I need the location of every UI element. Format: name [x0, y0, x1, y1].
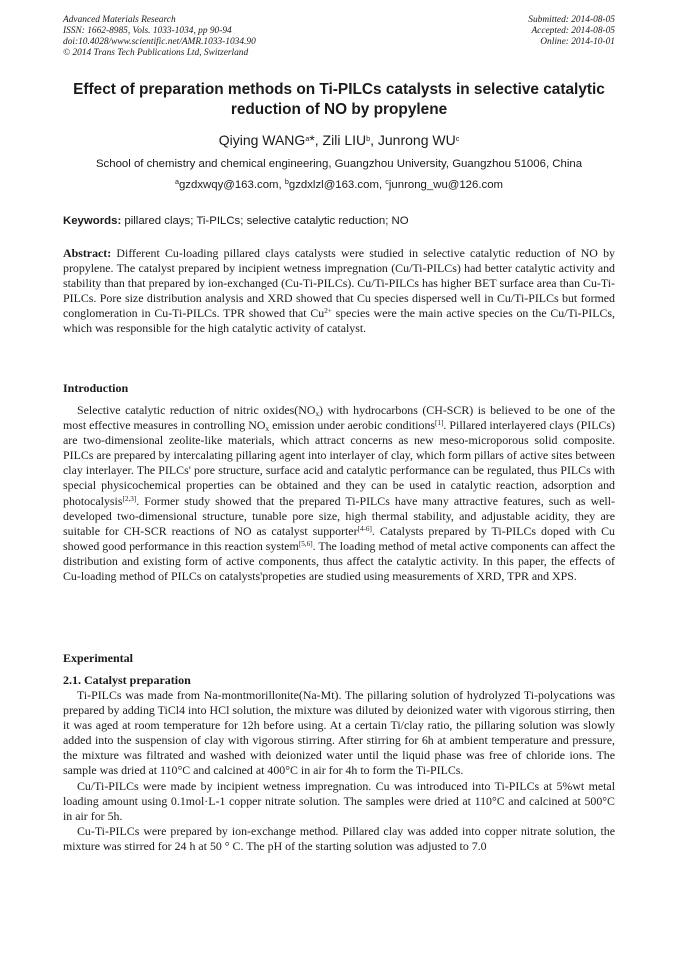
keywords: [63, 214, 409, 229]
citation[interactable]: [2,3]: [122, 494, 137, 503]
paper-title: Effect of preparation methods on Ti-PILCs catalysts in selective catalytic reduction of NO by propylene: [73, 81, 605, 118]
email-address[interactable]: junrong_wu@126.com: [388, 179, 504, 191]
author-affil-mark: c: [455, 134, 460, 143]
abstract: [63, 246, 615, 337]
abstract-superscript: 2+: [324, 307, 332, 316]
intro-text: ) with hydrocarbons (CH-SCR) is believed to be one of the most effective measures in controlling NO: [63, 403, 615, 433]
submitted-date: Submitted: 2014-08-05: [528, 15, 615, 25]
keywords-text: pillared clays; Ti-PILCs; selective catalytic reduction; NO: [124, 215, 409, 227]
author-list: Qiying WANG$^a$*, Zili LIU$^b$, Junrong $WU^c$: [218, 132, 460, 148]
introduction-heading: Introduction: [63, 381, 129, 395]
email-address[interactable]: gzdxlzl@163.com: [288, 179, 379, 191]
author-affil-mark: b: [366, 134, 371, 143]
email-address[interactable]: gzdxwqy@163.com: [178, 179, 279, 191]
author-name: Qiying WANG: [218, 132, 306, 148]
email-mark: a: [174, 177, 179, 186]
submission-dates: [528, 15, 615, 48]
intro-text: Selective catalytic reduction of nitric oxides(NO: [77, 403, 316, 417]
experimental-body: [63, 688, 615, 854]
affiliation: School of chemistry and chemical engineering, Guangzhou University, Guangzhou 51006, China: [95, 158, 583, 170]
intro-text: . Former study showed that the prepared Ti-PILCs have many attractive features, such as well-developed two-dimensional structure, tunable pore size, high thermal stability, and adjustable acidity, they are suitable for CH-SCR reactions of NO as catalyst supporter: [63, 493, 615, 538]
abstract-label: Abstract:: [63, 246, 112, 260]
intro-subscript: x: [265, 425, 270, 434]
keywords-label: Keywords:: [63, 215, 122, 227]
journal-doi[interactable]: doi:10.4028/www.scientific.net/AMR.1033-1034.90: [63, 37, 256, 48]
email-list: $^a$gzdxwqy@163.com, $^b$gzdxlzl@163.com, $^c$junrong_wu@126.com: [174, 177, 504, 191]
journal-name: Advanced Materials Research: [63, 15, 176, 25]
online-date: Online: 2014-10-01: [540, 37, 615, 48]
intro-text: emission under aerobic conditions: [269, 418, 436, 433]
corresponding-mark: *: [309, 132, 315, 148]
author-name: Junrong WU: [377, 132, 456, 148]
citation[interactable]: [4-6]: [357, 524, 372, 533]
author-name: Zili LIU: [322, 132, 367, 148]
email-mark: b: [284, 177, 289, 186]
intro-text: . Catalysts prepared by Ti-PILCs doped with Cu showed good performance in this reaction system: [63, 523, 615, 553]
copyright-line: © 2014 Trans Tech Publications Ltd, Switzerland: [63, 48, 249, 59]
accepted-date: Accepted: 2014-08-05: [531, 26, 615, 37]
intro-subscript: x: [315, 410, 320, 418]
intro-text: . Pillared interlayered clays (PILCs) are two-dimensional zeolite-like materials, which attract concerns as new meso-microporous solid composite. PILCs are prepared by intercalating pillaring agent into interlayer of clay, which form pillars of active sites between clay interlayer. The PILCs' pore structure, surface acid and catalytic performance can be regulated, thus PILCs with special physicochemical properties can be obtained and they can be used in catalytic reaction, adsorption and photocalysis: [63, 418, 615, 508]
journal-info: [63, 15, 256, 59]
paragraph: Ti-PILCs was made from Na-montmorillonite(Na-Mt). The pillaring solution of hydrolyzed Ti-polycations was prepared by adding TiCl4 into HCl solution, the mixture was diluted by deionized water with vigorous stirring, then it was aged at room temperature for 12h before using. At a certain Ti/clay ratio, the pillaring solution was slowly added into the suspension of clay with vigorous stirring. After stirring for 6h at ambient temperature and pressure, the mixture was filtrated and washed with deionized water until the liquid phase was free of chloride ions. The sample was dried at 110°C and calcined at 400°C in air for 4h to form the Ti-PILCs.: [63, 688, 615, 778]
catalyst-preparation-heading: 2.1. Catalyst preparation: [63, 673, 191, 687]
intro-text: . The loading method of metal active components can affect the distribution and existing form of active components, thus affect the catalytic activity. In this paper, the effects of Cu-loading method of PILCs on catalysts'propeties are studied using measurements of XRD, TPR and XPS.: [63, 538, 615, 584]
author-affil-mark: a: [305, 134, 310, 143]
abstract-text: Different Cu-loading pillared clays catalysts were studied in selective catalytic reduction of NO by propylene. The catalyst prepared by incipient wetness impregnation (Cu/Ti-PILCs) had better catalytic activity and stability than that prepared by ion-exchanged (Cu-Ti-PILCs). Cu/Ti-PILCs has higher BET surface area than Cu-Ti-PILCs. Pore size distribution analysis and XRD showed that Cu species dispersed well in Cu/Ti-PILCs but formed conglomeration in Cu-Ti-PILCs. TPR showed that Cu: [63, 246, 615, 321]
paragraph: Cu/Ti-PILCs were made by incipient wetness impregnation. Cu was introduced into Ti-PILCs at 5%wt metal loading amount using 0.1mol·L-1 copper nitrate solution. The samples were dried at 110°C and calcined at 500°C in air for 5h.: [63, 778, 615, 823]
introduction-body: [63, 403, 615, 584]
email-mark: c: [385, 177, 389, 186]
citation[interactable]: [5,6]: [298, 539, 313, 548]
experimental-heading: Experimental: [63, 651, 133, 665]
abstract-text-cont: species were the main active species on the Cu/Ti-PILCs, which was responsible for the high catalytic activity of catalyst.: [63, 306, 615, 336]
citation[interactable]: [1]: [435, 419, 444, 428]
paragraph: Cu-Ti-PILCs were prepared by ion-exchange method. Pillared clay was added into copper nitrate solution, the mixture was stirred for 24 h at 50 ° C. The pH of the starting solution was adjusted to 7.0: [63, 823, 615, 853]
journal-issn: ISSN: 1662-8985, Vols. 1033-1034, pp 90-94: [63, 26, 232, 37]
